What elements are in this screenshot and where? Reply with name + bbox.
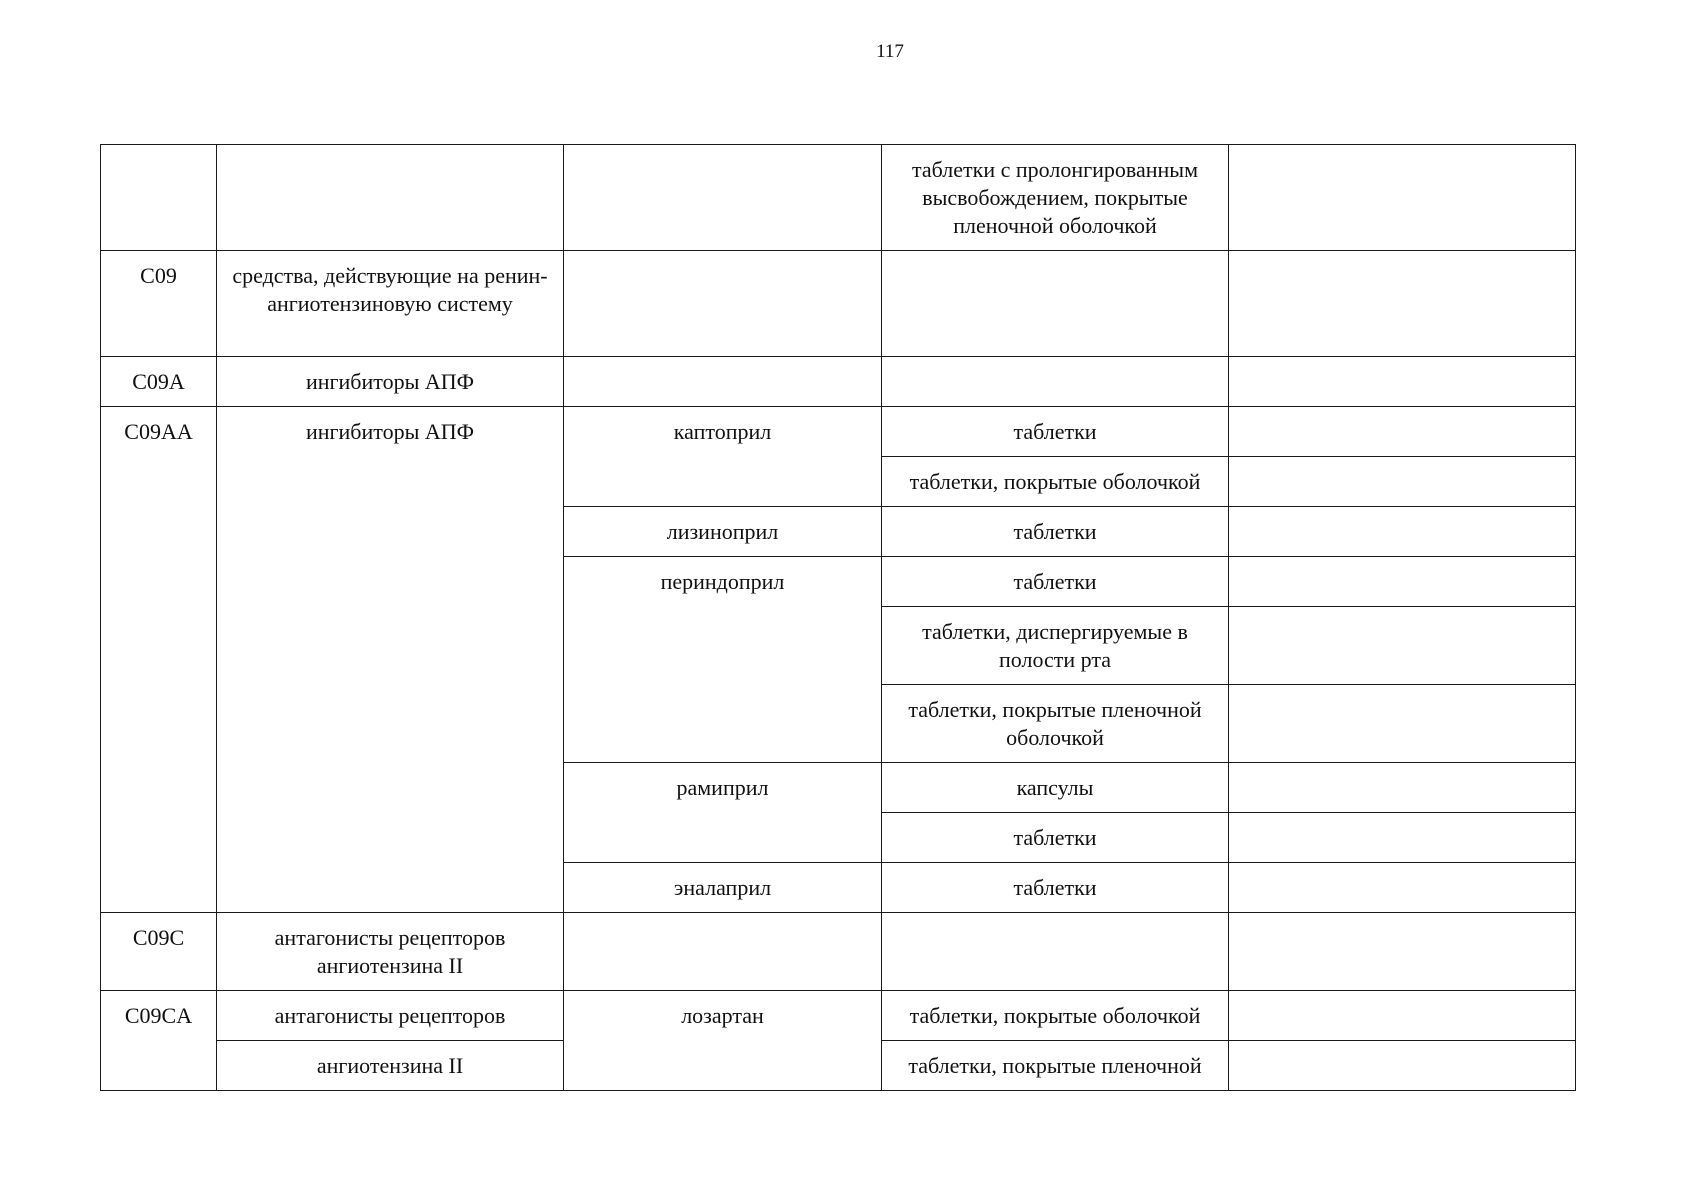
- drug-name-cell: рамиприл: [564, 763, 882, 863]
- drug-name-cell: [564, 145, 882, 251]
- drug-table: [100, 144, 1576, 1091]
- atc-code-cell: C09A: [101, 357, 217, 407]
- dosage-form-cell: [882, 913, 1229, 991]
- drug-name-cell: эналаприл: [564, 863, 882, 913]
- table-row: [101, 407, 1576, 457]
- dosage-form-cell: таблетки, покрытые пленочной: [882, 1041, 1229, 1091]
- dosage-form-cell: [882, 251, 1229, 357]
- drug-name-cell: [564, 913, 882, 991]
- table-row: [101, 357, 1576, 407]
- table-row: [101, 251, 1576, 357]
- notes-cell: [1229, 145, 1576, 251]
- table-row: [101, 991, 1576, 1041]
- table-row: [101, 145, 1576, 251]
- atc-code-cell: C09C: [101, 913, 217, 991]
- notes-cell: [1229, 1041, 1576, 1091]
- group-cell: антагонисты рецепторов: [217, 991, 564, 1041]
- dosage-form-cell: таблетки: [882, 407, 1229, 457]
- notes-cell: [1229, 991, 1576, 1041]
- atc-code-cell: C09CA: [101, 991, 217, 1091]
- notes-cell: [1229, 863, 1576, 913]
- atc-code-cell: [101, 145, 217, 251]
- dosage-form-cell: таблетки, покрытые оболочкой: [882, 457, 1229, 507]
- group-cell: ангиотензина II: [217, 1041, 564, 1091]
- dosage-form-cell: таблетки, диспергируемые в полости рта: [882, 607, 1229, 685]
- drug-name-cell: периндоприл: [564, 557, 882, 763]
- dosage-form-cell: капсулы: [882, 763, 1229, 813]
- table-row: [101, 913, 1576, 991]
- notes-cell: [1229, 685, 1576, 763]
- notes-cell: [1229, 913, 1576, 991]
- group-cell: ингибиторы АПФ: [217, 407, 564, 913]
- group-cell: средства, действующие на ренин-ангиотензиновую систему: [217, 251, 564, 357]
- notes-cell: [1229, 507, 1576, 557]
- dosage-form-cell: таблетки: [882, 507, 1229, 557]
- atc-code-cell: C09: [101, 251, 217, 357]
- page-number: 117: [876, 41, 904, 62]
- dosage-form-cell: таблетки: [882, 557, 1229, 607]
- notes-cell: [1229, 457, 1576, 507]
- atc-code-cell: C09AA: [101, 407, 217, 913]
- notes-cell: [1229, 251, 1576, 357]
- group-cell: [217, 145, 564, 251]
- dosage-form-cell: таблетки, покрытые пленочной оболочкой: [882, 685, 1229, 763]
- notes-cell: [1229, 557, 1576, 607]
- dosage-form-cell: таблетки: [882, 863, 1229, 913]
- notes-cell: [1229, 357, 1576, 407]
- notes-cell: [1229, 763, 1576, 813]
- drug-name-cell: [564, 357, 882, 407]
- drug-name-cell: [564, 251, 882, 357]
- notes-cell: [1229, 407, 1576, 457]
- dosage-form-cell: таблетки: [882, 813, 1229, 863]
- notes-cell: [1229, 607, 1576, 685]
- dosage-form-cell: [882, 357, 1229, 407]
- group-cell: ингибиторы АПФ: [217, 357, 564, 407]
- notes-cell: [1229, 813, 1576, 863]
- drug-name-cell: лозартан: [564, 991, 882, 1091]
- drug-name-cell: каптоприл: [564, 407, 882, 507]
- drug-name-cell: лизиноприл: [564, 507, 882, 557]
- group-cell: антагонисты рецепторов ангиотензина II: [217, 913, 564, 991]
- dosage-form-cell: таблетки, покрытые оболочкой: [882, 991, 1229, 1041]
- dosage-form-cell: таблетки с пролонгированным высвобождением, покрытые пленочной оболочкой: [882, 145, 1229, 251]
